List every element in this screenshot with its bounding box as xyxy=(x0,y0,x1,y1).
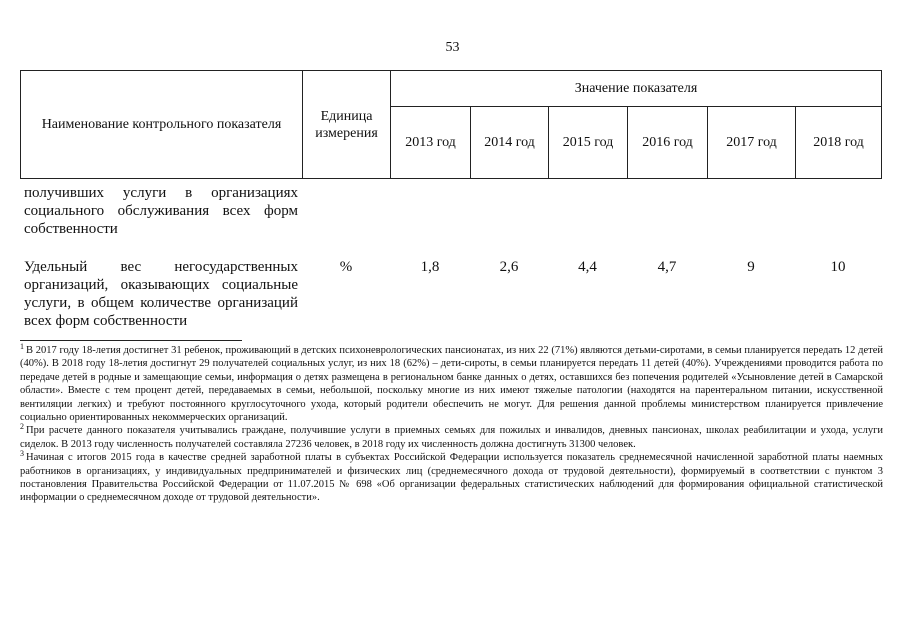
footnote-marker: 2 xyxy=(20,421,24,431)
indicator-unit: % xyxy=(339,259,353,275)
value-2017 xyxy=(707,184,795,258)
value-2013: 1,8 xyxy=(420,259,440,275)
year-header-2016: 2016 год xyxy=(628,107,708,179)
col-name-header: Наименование контрольного показателя xyxy=(21,71,303,179)
year-header-2018: 2018 год xyxy=(796,107,882,179)
table-row xyxy=(20,184,881,258)
value-2014: 2,6 xyxy=(499,259,519,275)
indicator-name: Удельный вес негосударственных организаций, оказывающих социальные услуги, в общем количестве организаций всех форм собственности xyxy=(24,259,298,329)
footnote-2 xyxy=(20,421,883,451)
value-2017: 9 xyxy=(747,259,755,275)
value-2013 xyxy=(390,184,470,258)
value-2016: 4,7 xyxy=(657,259,677,275)
page-number: 53 xyxy=(445,40,460,55)
footnote-text: При расчете данного показателя учитывались граждане, получившие услуги в приемных семьях для пожилых и инвалидов, дневных пансионах, школах реабилитации и ухода, услуги сиделок. В 2013 году численность получателей составляла 27236 человек, в 2018 году их численность должна достигнуть 31300 человек. xyxy=(20,425,883,450)
footnotes xyxy=(20,341,883,505)
table-row xyxy=(20,258,881,330)
footnote-divider xyxy=(20,340,242,341)
col-unit-header: Единица измерения xyxy=(303,71,391,179)
footnote-marker: 3 xyxy=(20,448,24,458)
value-2014 xyxy=(470,184,548,258)
year-header-2017: 2017 год xyxy=(708,107,796,179)
value-2018 xyxy=(795,184,881,258)
indicator-table-body xyxy=(20,184,881,330)
year-header-2013: 2013 год xyxy=(391,107,471,179)
year-header-2014: 2014 год xyxy=(471,107,549,179)
footnote-text: Начиная с итогов 2015 года в качестве средней заработной платы в субъектах Российской Федерации используется показатель среднемесячной начисленной заработной платы наемных работников в организациях, у индивидуальных предпринимателей и физических лиц (среднемесячного дохода от трудовой деятельности), формируемый в соответствии с пунктом 3 постановления Правительства Российской Федерации от 11.07.2015 № 698 «Об организации федеральных статистических наблюдений для формирования официальной статистической информации о среднемесячном доходе от трудовой деятельности». xyxy=(20,452,883,504)
indicator-unit xyxy=(302,184,390,258)
value-group-header: Значение показателя xyxy=(391,71,882,107)
indicator-table-header xyxy=(20,70,882,179)
value-2016 xyxy=(627,184,707,258)
footnote-text: В 2017 году 18-летия достигнет 31 ребенок, проживающий в детских психоневрологических пансионатах, из них 22 (71%) являются детьми-сиротами, в семьи планируется передать 12 детей (40%). В 2018 году 18-летия достигнут 29 получателей социальных услуг, из них 18 (62%) – дети-сироты, в семьи планируется передать 11 детей (40%). Учреждениями проводится работа по передаче детей в родные и замещающие семьи, информация о детях размещена в региональном банке данных о детях, оставшихся без попечения родителей «Усыновление детей в Самарской области». Вместе с тем процент детей, передаваемых в семьи, небольшой, поскольку многие из них имеют тяжелые патологии (находятся на парентеральном питании, искусственной вентиляции легких) и требуют постоянного круглосуточного ухода, который родители обеспечить не могут. Для решения данной проблемы министерством планируется привлечение социально ориентированных некоммерческих организаций. xyxy=(20,345,883,424)
value-2015 xyxy=(548,184,627,258)
year-header-2015: 2015 год xyxy=(549,107,628,179)
value-2015: 4,4 xyxy=(578,259,597,275)
footnote-1 xyxy=(20,341,883,424)
indicator-name: получивших услуги в организациях социального обслуживания всех форм собственности xyxy=(24,185,298,237)
footnote-marker: 1 xyxy=(20,341,24,351)
value-2018: 10 xyxy=(830,259,846,275)
footnote-3 xyxy=(20,448,883,505)
